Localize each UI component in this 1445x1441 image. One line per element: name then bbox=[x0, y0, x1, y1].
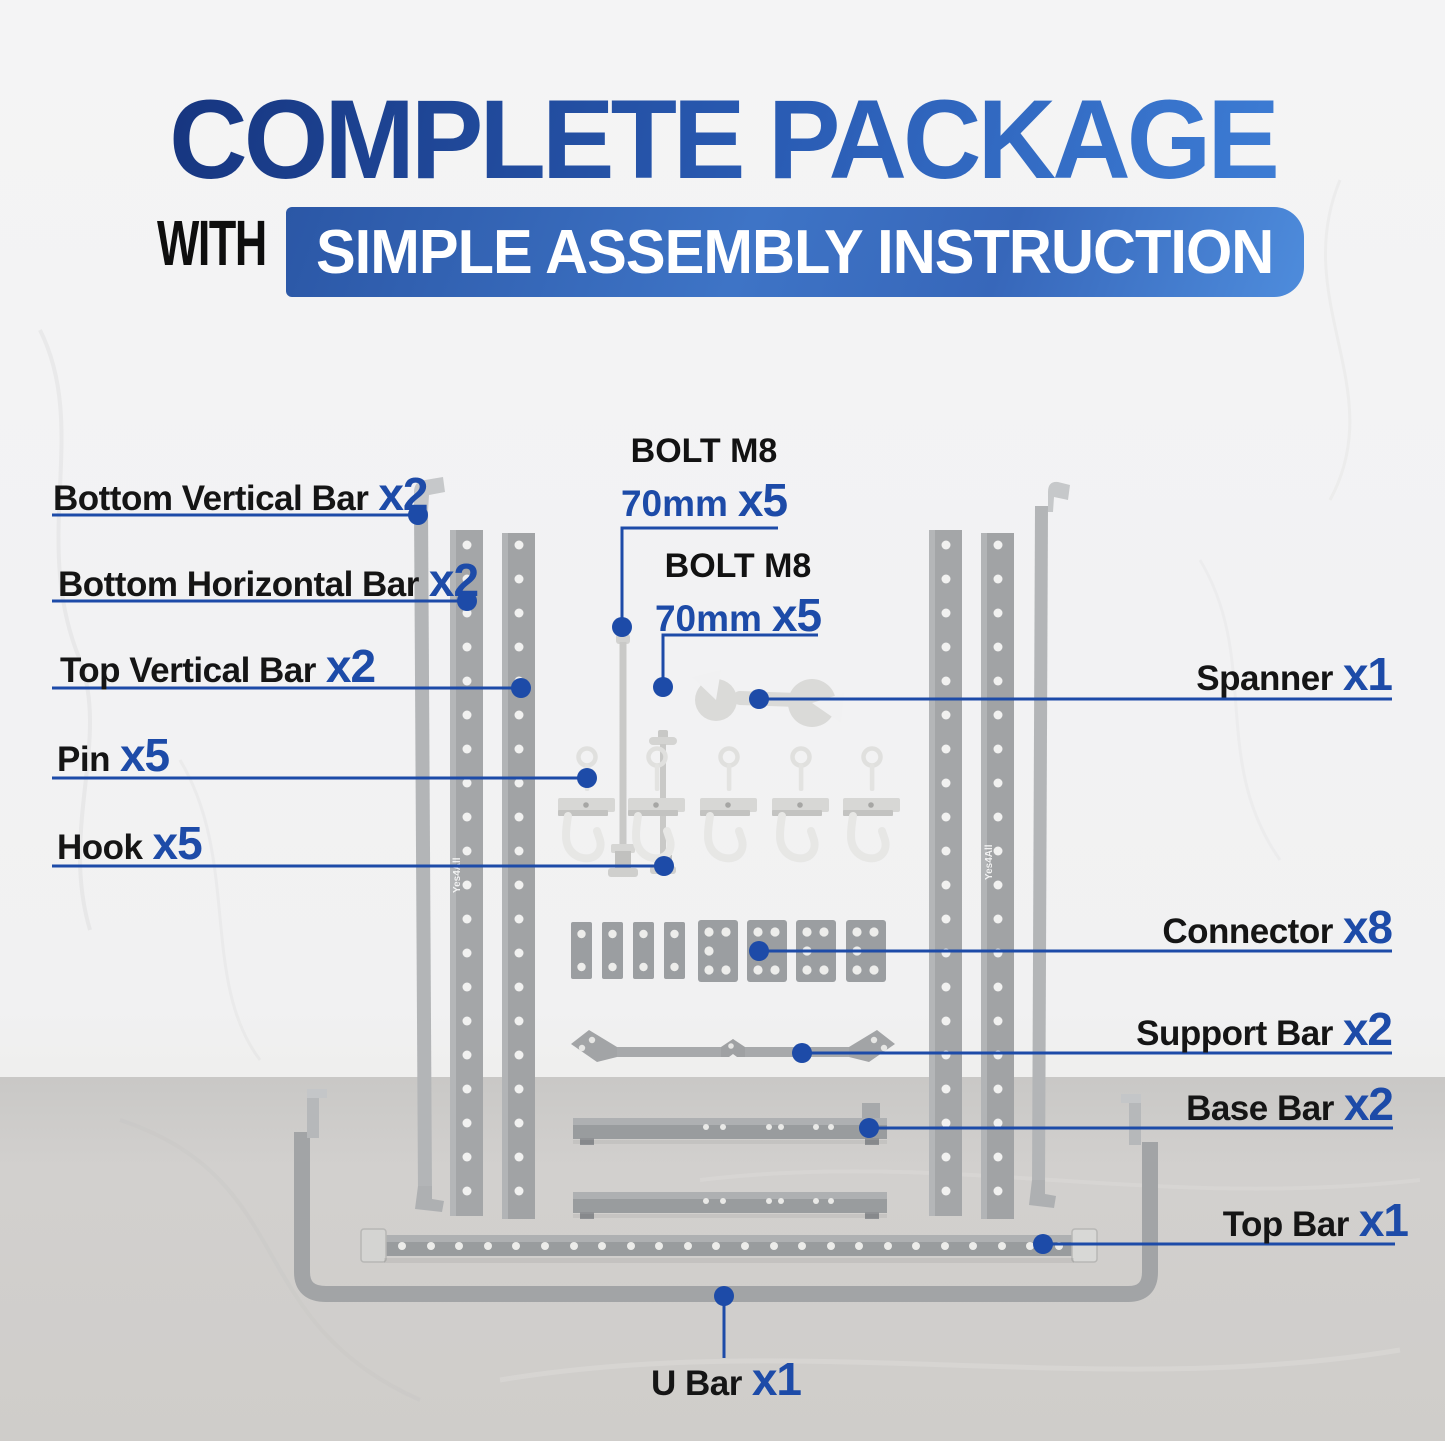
callout-qty: x1 bbox=[751, 1353, 802, 1405]
callout-top-vertical-bar bbox=[60, 639, 375, 693]
callout-label: Bottom Horizontal Bar bbox=[58, 565, 419, 604]
callout-qty: x1 bbox=[1342, 648, 1392, 700]
callout-qty: x8 bbox=[1342, 901, 1392, 953]
callout-label: Base Bar bbox=[1186, 1089, 1334, 1128]
callout-label: BOLT M8 bbox=[664, 547, 812, 585]
callout-label: BOLT M8 bbox=[630, 432, 778, 470]
callout-connector bbox=[1162, 900, 1392, 954]
title-with-text: WITH bbox=[157, 207, 266, 279]
callout-size: 70mm bbox=[620, 483, 728, 524]
vertical-bar-part-right-1 bbox=[929, 530, 962, 1216]
callout-label: Bottom Vertical Bar bbox=[53, 479, 369, 518]
callout-bolt-m8-bottom bbox=[655, 547, 821, 642]
callout-label: Top Vertical Bar bbox=[60, 651, 316, 690]
callout-qty: x2 bbox=[378, 468, 428, 520]
top-vertical-bar-part bbox=[502, 533, 535, 1219]
callout-qty: x2 bbox=[1342, 1003, 1392, 1055]
bottom-horizontal-bar-part bbox=[450, 530, 483, 1216]
callout-spanner bbox=[1196, 647, 1392, 701]
title-banner bbox=[286, 207, 1304, 297]
callout-qty: x2 bbox=[325, 640, 376, 692]
callout-base-bar bbox=[1186, 1077, 1393, 1131]
callout-label: Pin bbox=[57, 740, 110, 779]
callout-label: U Bar bbox=[650, 1364, 742, 1403]
callout-qty: x5 bbox=[771, 589, 822, 641]
banner-text: SIMPLE ASSEMBLY INSTRUCTION bbox=[316, 217, 1274, 287]
callout-qty: x1 bbox=[1358, 1194, 1408, 1246]
callout-label: Hook bbox=[57, 828, 143, 867]
callout-label: Spanner bbox=[1196, 659, 1333, 698]
callout-bottom-vertical-bar bbox=[53, 467, 427, 521]
callout-bottom-horizontal-bar bbox=[58, 553, 478, 607]
callout-bolt-m8-top bbox=[621, 432, 787, 527]
callout-qty: x2 bbox=[428, 554, 479, 606]
brand-text: Yes4All bbox=[452, 857, 463, 893]
callout-qty: x2 bbox=[1343, 1078, 1393, 1130]
hook-parts bbox=[558, 798, 900, 858]
callout-label: Connector bbox=[1162, 912, 1333, 951]
support-bar-parts bbox=[571, 1030, 895, 1062]
callout-qty: x5 bbox=[737, 474, 788, 526]
brand-text: Yes4All bbox=[984, 844, 995, 880]
callout-top-bar bbox=[1223, 1193, 1408, 1247]
callout-hook bbox=[57, 816, 202, 870]
callout-pin bbox=[57, 728, 169, 782]
callout-support-bar bbox=[1136, 1002, 1392, 1056]
callout-label: Support Bar bbox=[1136, 1014, 1333, 1053]
callout-label: Top Bar bbox=[1222, 1205, 1349, 1244]
page-title: COMPLETE PACKAGE bbox=[169, 77, 1276, 202]
callout-qty: x5 bbox=[119, 729, 170, 781]
callout-u-bar bbox=[651, 1352, 801, 1406]
callout-qty: x5 bbox=[152, 817, 202, 869]
vertical-bar-part-right-2 bbox=[981, 533, 1014, 1219]
callout-size: 70mm bbox=[654, 598, 762, 639]
